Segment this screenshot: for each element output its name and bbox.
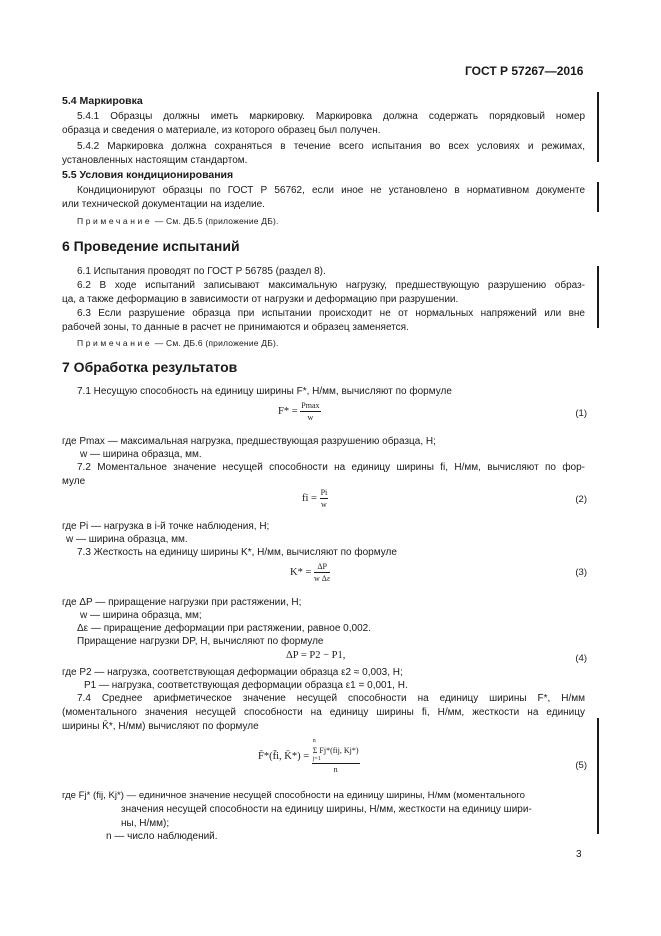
numerator: ΔP [314, 561, 330, 573]
note-label: Примечание [77, 338, 153, 348]
document-header: ГОСТ Р 57267—2016 [465, 64, 584, 78]
paragraph-line: 6.1 Испытания проводят по ГОСТ Р 56785 (раздел 8). [77, 266, 326, 277]
note [77, 216, 279, 226]
where-line: P1 — нагрузка, соответствующая деформации образца ε1 = 0,001, Н. [84, 680, 408, 691]
fraction [312, 738, 360, 775]
fraction [300, 400, 320, 423]
page-number: 3 [576, 849, 582, 860]
section-heading-5-4: 5.4 Маркировка [62, 95, 143, 107]
formula-number: (4) [575, 653, 587, 664]
sum-lower-limit: j=1 [312, 756, 321, 762]
numerator: Pi [320, 488, 328, 497]
where-line: w — ширина образца, мм. [80, 449, 202, 460]
paragraph-line: 7.3 Жесткость на единицу ширины K*, Н/мм, вычисляют по формуле [77, 547, 397, 558]
where-line: где Pi — нагрузка в i-й точке наблюдения, Н; [62, 521, 270, 532]
numerator: Pmax [301, 401, 320, 410]
paragraph-line: 5.4.2 Маркировка должна сохраняться в течение всего испытания во всех условиях и режимах, [77, 141, 585, 152]
where-line: ны, Н/мм); [121, 818, 170, 829]
section-heading-7: 7 Обработка результатов [62, 359, 238, 375]
denominator: w Δε [314, 574, 331, 583]
formula-lhs: fi = [302, 492, 317, 504]
formula-4: ΔP = P2 − P1, [286, 650, 346, 661]
formula-2 [302, 487, 328, 510]
section-heading-5-5: 5.5 Условия кондиционирования [62, 169, 234, 181]
denominator: n [333, 765, 338, 774]
fraction [320, 487, 329, 510]
fraction [314, 561, 330, 584]
paragraph-line: 6.3 Если разрушение образца при испытании происходит не от нормальных напряжений или вне [77, 308, 585, 319]
where-line: значения несущей способности на единицу ширины, Н/мм, жесткости на единицу шири- [121, 804, 532, 815]
where-line: n — число наблюдений. [106, 831, 218, 842]
paragraph-line: 6.2 В ходе испытаний записывают максимальную нагрузку, предшествующую разрушению образ- [77, 280, 585, 291]
paragraph-line: 5.4.1 Образцы должны иметь маркировку. Маркировка должна содержать порядковый номер [77, 111, 585, 122]
paragraph-line: Кондиционируют образцы по ГОСТ Р 56762, если иное не установлено в нормативном документе [77, 185, 585, 196]
where-line: Δε — приращение деформации при растяжении, равное 0,002. [77, 623, 371, 634]
paragraph-line: 7.1 Несущую способность на единицу ширины F*, Н/мм, вычисляют по формуле [77, 386, 452, 397]
denominator: w [307, 413, 314, 422]
denominator: w [321, 500, 327, 509]
paragraph-line: муле [62, 476, 86, 487]
note-label: Примечание [77, 216, 153, 226]
numerator [312, 738, 360, 764]
formula-lhs: K* = [290, 566, 312, 578]
formula-3 [290, 561, 330, 584]
where-line: где ΔP — приращение нагрузки при растяжении, Н; [62, 597, 302, 608]
formula-lhs: F̄*(f̄i, K̄*) = [258, 750, 310, 762]
change-bar [597, 92, 599, 162]
formula-number: (2) [575, 494, 587, 505]
where-line: где Fj* (fij, Kj*) — единичное значение несущей способности на единицу ширины, Н/мм (моментального [62, 790, 525, 801]
paragraph-line: или технической документации на изделие. [62, 199, 265, 210]
change-bar [597, 718, 599, 834]
paragraph-line: 7.4 Среднее арифметическое значение несущей способности на единицу ширины F̄*, Н/мм [77, 693, 585, 704]
where-line: где P2 — нагрузка, соответствующая деформации образца ε2 ≈ 0,003, Н; [62, 667, 403, 678]
paragraph-line: рабочей зоны, то данные в расчет не принимаются и образец заменяется. [62, 322, 409, 333]
note [77, 338, 279, 348]
paragraph-line: образца и сведения о материале, из которого образец был получен. [62, 125, 381, 136]
paragraph-line: 7.2 Моментальное значение несущей способности на единицу ширины fi, Н/мм, вычисляют по фор- [77, 462, 585, 473]
formula-number: (5) [575, 760, 587, 771]
change-bar [597, 182, 599, 212]
formula-number: (1) [575, 408, 587, 419]
paragraph-line: Приращение нагрузки DP, Н, вычисляют по формуле [77, 636, 324, 647]
where-line: w — ширина образца, мм; [80, 610, 202, 621]
sum-upper-limit: n [312, 738, 316, 744]
change-bar [597, 266, 599, 328]
sum-expression: Σ Fj*(fij, Kj*) [312, 746, 359, 755]
formula-lhs: F* = [278, 405, 298, 417]
paragraph-line: ца, а также деформацию в зависимости от нагрузки и деформацию при разрушении. [62, 294, 459, 305]
note-text: — См. ДБ.5 (приложение ДБ). [152, 216, 279, 226]
note-text: — См. ДБ.6 (приложение ДБ). [152, 338, 279, 348]
formula-1 [278, 400, 321, 423]
where-line: w — ширина образца, мм. [66, 534, 188, 545]
paragraph-line: ширины K̄*, Н/мм) вычисляют по формуле [62, 721, 259, 732]
section-heading-6: 6 Проведение испытаний [62, 238, 240, 254]
paragraph-line: установленных настоящим стандартом. [62, 155, 248, 166]
formula-5 [258, 738, 360, 775]
formula-number: (3) [575, 567, 587, 578]
paragraph-line: (моментального значения несущей способности на единицу ширины f̄i, Н/мм, жесткости на единицу [62, 707, 585, 718]
where-line: где Pmax — максимальная нагрузка, предшествующая разрушению образца, Н; [62, 436, 436, 447]
